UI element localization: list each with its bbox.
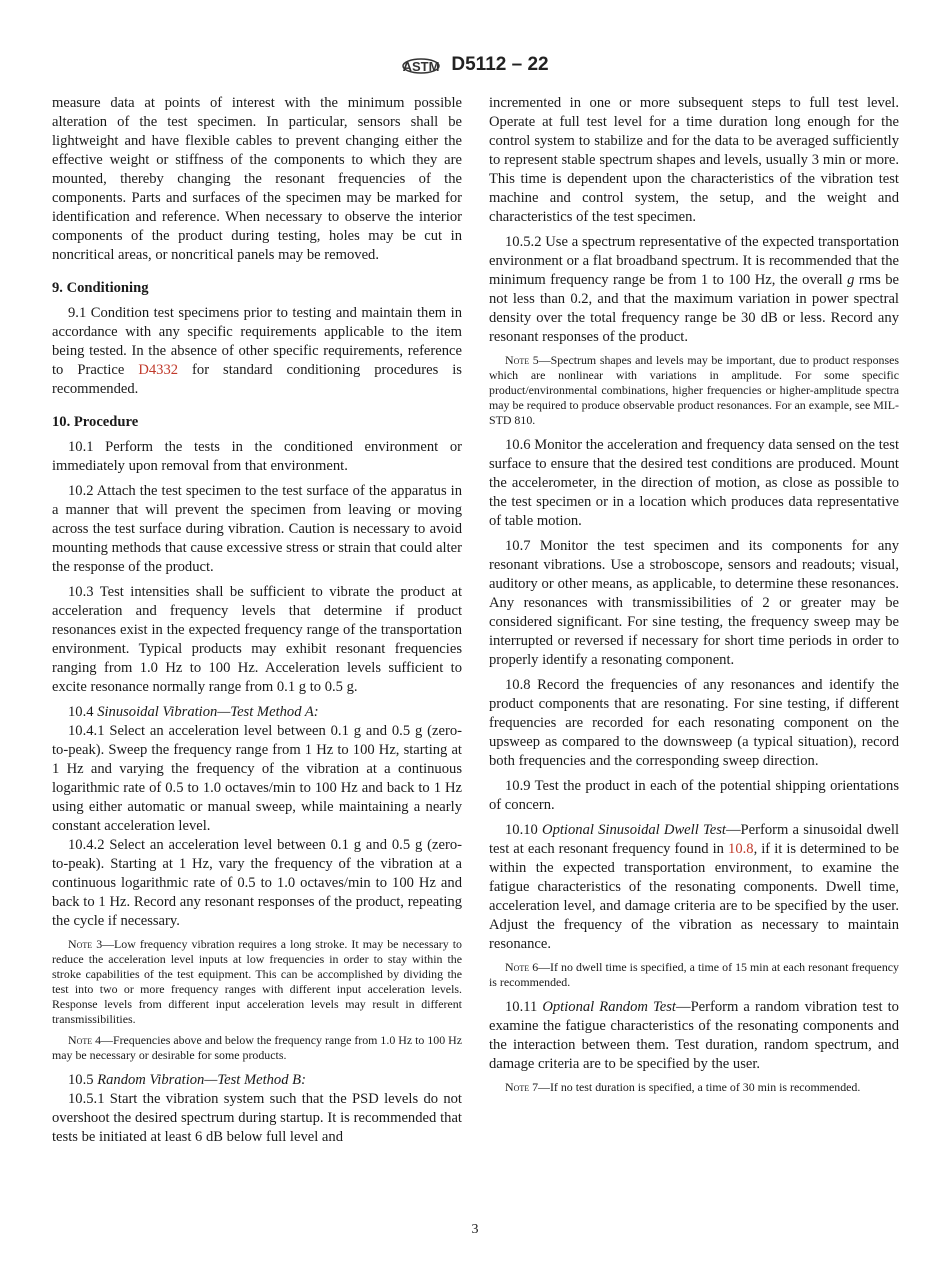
paragraph <box>489 233 899 347</box>
text-run: 10.4.1 Select an acceleration level between 0.1 g and 0.5 g (zero-to-peak). Sweep the frequency range from 1 Hz to 100 Hz, starting at 1 Hz and varying the frequency of the vibration at a continuous logarithmic rate of 0.5 to 1.0 octaves/min to 100 Hz and back to 1 Hz using either automatic or manual sweep, while maintaining a nearly constant acceleration level. <box>52 723 462 834</box>
paragraph <box>489 821 899 954</box>
text-run: 10.8 Record the frequencies of any resonances and identify the product components that are resonating. For sine testing, if different frequencies are recorded for each resonating component on the upsweep as compared to the downsweep (a typical situation), record both frequencies and the corresponding sweep direction. <box>489 677 899 769</box>
text-run: 10.5.1 Start the vibration system such that the PSD levels do not overshoot the desired spectrum during startup. It is recommended that tests be initiated at least 6 dB below full level and <box>52 1091 462 1145</box>
paragraph <box>52 703 462 722</box>
text-run: 6—If no dwell time is specified, a time of 15 min at each resonant frequency is recommended. <box>489 960 899 989</box>
paragraph <box>489 777 899 815</box>
text-run: 10.11 <box>505 999 543 1015</box>
paragraph <box>52 94 462 265</box>
text-run: 10.2 Attach the test specimen to the test surface of the apparatus in a manner that will prevent the specimen from leaving or moving across the test surface during vibration. Caution is necessary to avoid mounting methods that cause excessive stress or strain that could alter the response of the product. <box>52 483 462 575</box>
text-run: 10.7 Monitor the test specimen and its components for any resonant vibrations. Use a stroboscope, sensors and readouts; visual, auditory or other means, as applicable, to determine these resonances. Any resonances with transmissibilities of 2 or greater may be considered significant. For sine testing, the frequency sweep may be interrupted or reversed if necessary for short time periods in order to properly identify a resonating component. <box>489 538 899 668</box>
paragraph <box>489 537 899 670</box>
right-column <box>489 94 899 1103</box>
paragraph <box>52 304 462 399</box>
cross-reference-link[interactable]: 10.8 <box>728 841 754 857</box>
text-run: Sinusoidal Vibration—Test Method A: <box>97 704 319 720</box>
page-header <box>0 52 950 78</box>
text-run: 10.4 <box>68 704 98 720</box>
text-run: 3—Low frequency vibration requires a long stroke. It may be necessary to reduce the acceleration level inputs at low frequencies in order to stay within the stroke capabilities of the test equipment. This can be accomplished by dividing the test into two or more frequency ranges with different input acceleration levels. Response levels from different input acceleration levels may result in different transmissibilities. <box>52 937 462 1026</box>
paragraph <box>489 998 899 1074</box>
text-run: 10.5.2 Use a spectrum representative of the expected transportation environment or a flat broadband spectrum. It is recommended that the minimum frequency range be from 1 to 100 Hz, the overall <box>489 234 899 288</box>
paragraph <box>489 676 899 771</box>
section-heading <box>52 279 462 298</box>
text-run: , if it is determined to be within the expected transportation environment, to examine the fatigue characteristics of the resonating components. Dwell time, acceleration level, and damage criteria are to be specified by the user. Adjust the frequency of the vibration as necessary to maintain resonance. <box>489 841 899 952</box>
note-paragraph <box>489 960 899 990</box>
note-paragraph <box>52 937 462 1027</box>
astm-logo-icon <box>401 52 441 78</box>
note-paragraph <box>489 353 899 428</box>
text-run: 9. Conditioning <box>52 280 149 296</box>
text-run: g <box>847 272 855 288</box>
note-paragraph <box>52 1033 462 1063</box>
note-paragraph <box>489 1080 899 1095</box>
text-run: 10.6 Monitor the acceleration and frequency data sensed on the test surface to ensure that the desired test conditions are produced. Mount the accelerometer, in the direction of motion, as close as possible to the test specimen or in a location which produces data representative of table motion. <box>489 437 899 529</box>
text-run: 10.4.2 Select an acceleration level between 0.1 g and 0.5 g (zero-to-peak). Starting at 1 Hz, vary the frequency of the vibration at a continuous logarithmic rate of 0.5 to 1.0 octaves/min to 100 Hz and back to 1 Hz. Record any resonant responses of the product, repeating the cycle if necessary. <box>52 837 462 929</box>
paragraph <box>52 438 462 476</box>
text-run: 10. Procedure <box>52 414 139 430</box>
text-run: 4—Frequencies above and below the frequency range from 1.0 Hz to 100 Hz may be necessary or desirable for some products. <box>52 1033 462 1062</box>
note-label: Note <box>505 353 530 367</box>
note-label: Note <box>505 960 530 974</box>
text-run: Random Vibration—Test Method B: <box>97 1072 306 1088</box>
paragraph <box>52 836 462 931</box>
note-label: Note <box>68 1033 93 1047</box>
paragraph <box>52 1071 462 1090</box>
text-run: 9.1 Condition test specimens prior to testing and maintain them in accordance with any specific requirements applicable to the item being tested. In the absence of other specific requirements, reference to Practice <box>52 305 462 378</box>
paragraph <box>489 94 899 227</box>
note-label: Note <box>505 1080 530 1094</box>
text-run: incremented in one or more subsequent steps to full test level. Operate at full test level for a time duration long enough for the control system to stabilize and for the data to be averaged sufficiently to represent stable spectrum shapes and levels, usually 3 min or more. This time is dependent upon the characteristics of the vibration test machine and control system, the setup, and the weight and characteristics of the test specimen. <box>489 95 899 225</box>
text-run: 7—If no test duration is specified, a time of 30 min is recommended. <box>529 1080 861 1094</box>
text-run: 10.1 Perform the tests in the conditioned environment or immediately upon removal from that environment. <box>52 439 462 474</box>
text-run: rms be not less than 0.2, and that the maximum variation in power spectral density over the total frequency range be 30 dB or less. Record any resonant responses of the product. <box>489 272 899 345</box>
paragraph <box>52 583 462 697</box>
paragraph <box>52 722 462 836</box>
page-number: 3 <box>471 1222 479 1237</box>
text-run: 10.9 Test the product in each of the potential shipping orientations of concern. <box>489 778 899 813</box>
text-run: Optional Random Test <box>542 999 676 1015</box>
text-run: —Perform a sinusoidal dwell test at each resonant frequency found in <box>489 822 900 857</box>
section-heading <box>52 413 462 432</box>
text-run: 10.5 <box>68 1072 98 1088</box>
left-column <box>52 94 462 1153</box>
paragraph <box>52 1090 462 1147</box>
text-run: 5—Spectrum shapes and levels may be important, due to product responses which are nonlinear with variations in amplitude. For some specific product/environmental combinations, higher frequencies or higher-amplitude spectra may be required to produce observable product resonances. For an example, see MIL-STD 810. <box>489 353 899 427</box>
text-run: —Perform a random vibration test to examine the fatigue characteristics of the resonating components and the interaction between them. Test duration, random spectrum, and damage criteria are to be specified by the user. <box>489 999 899 1072</box>
svg-text:ASTM: ASTM <box>402 59 440 74</box>
cross-reference-link[interactable]: D4332 <box>138 362 179 378</box>
note-label: Note <box>68 937 93 951</box>
text-run: for standard conditioning procedures is recommended. <box>52 362 462 397</box>
text-run: Optional Sinusoidal Dwell Test <box>542 822 726 838</box>
text-run: 10.3 Test intensities shall be sufficient to vibrate the product at acceleration and frequency levels that determine if product resonances exist in the expected frequency range of the transportation environment. Typical products may exhibit resonant frequencies ranging from 1.0 Hz to 100 Hz. Acceleration levels sufficient to excite resonance normally range from 0.1 g to 0.5 g. <box>52 584 462 695</box>
paragraph <box>489 436 899 531</box>
paragraph <box>52 482 462 577</box>
document-designation: D5112 – 22 <box>451 54 549 75</box>
text-run: measure data at points of interest with the minimum possible alteration of the test specimen. In particular, sensors shall be lightweight and have flexible cables to prevent changing either the effective weight or stiffness of the components to which they are mounted, thereby changing the resonant frequencies of the components. Parts and surfaces of the specimen may be marked for identification and reference. When necessary to observe the interior components of the product during testing, holes may be cut in noncritical areas, or noncritical panels may be removed. <box>52 95 462 263</box>
text-run: 10.10 <box>505 822 543 838</box>
